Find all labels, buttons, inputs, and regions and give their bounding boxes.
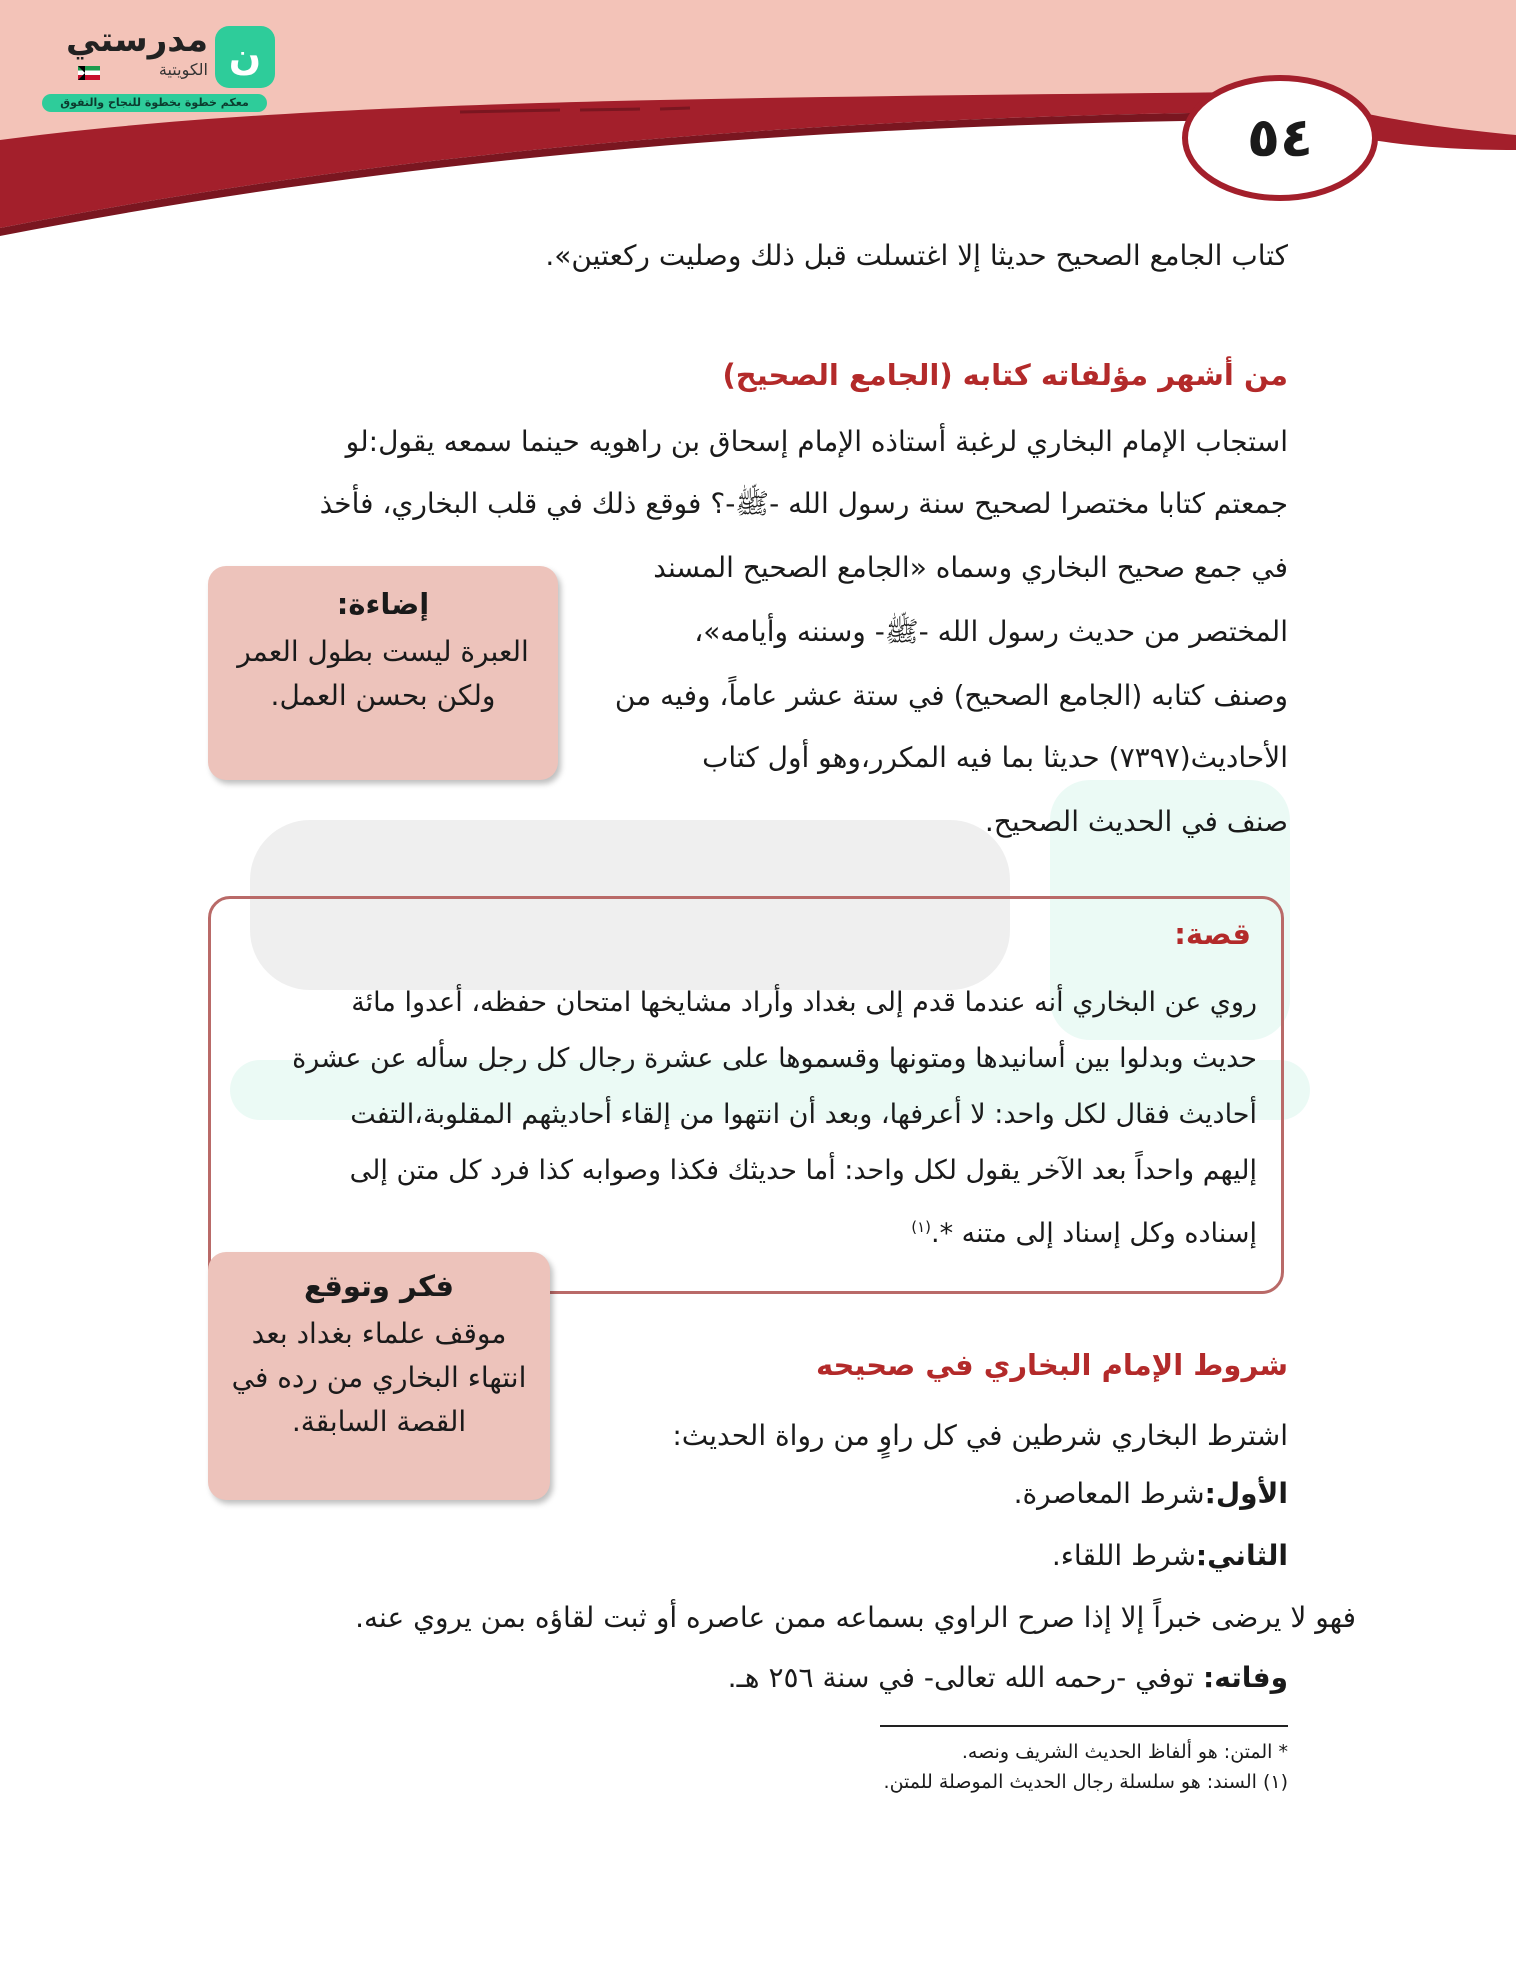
story-line-4: إليهم واحداً بعد الآخر يقول لكل واحد: أما حديثك فكذا وصوابه كذا فرد كل متن إلى	[349, 1155, 1257, 1186]
story-line-5-text: إسناده وكل إسناد إلى متنه *.	[931, 1218, 1257, 1249]
section1-heading: من أشهر مؤلفاته كتابه (الجامع الصحيح)	[722, 358, 1288, 392]
conditions-summary: فهو لا يرضى خبراً إلا إذا صرح الراوي بسماعه ممن عاصره أو ثبت لقاؤه بمن يروي عنه.	[355, 1601, 1356, 1634]
death-line	[728, 1650, 1288, 1706]
condition-second	[1052, 1528, 1288, 1584]
story-line-2: حديث وبدلوا بين أسانيدها ومتونها وقسموها على عشرة رجال كل رجل سأله عن عشرة	[292, 1043, 1257, 1074]
story-line-1: روي عن البخاري أنه عندما قدم إلى بغداد وأراد مشايخها امتحان حفظه، أعدوا مائة	[351, 987, 1257, 1018]
think-box	[208, 1252, 550, 1500]
death-text: توفي -رحمه الله تعالى- في سنة ٢٥٦ هـ.	[727, 1661, 1195, 1694]
section1-line-3: في جمع صحيح البخاري وسماه «الجامع الصحيح المسند	[653, 551, 1288, 584]
logo-tagline: معكم خطوة بخطوة للنجاح والتفوق	[42, 94, 267, 112]
story-line-3: أحاديث فقال لكل واحد: لا أعرفها، وبعد أن انتهوا من إلقاء أحاديثهم المقلوبة،التفت	[350, 1099, 1257, 1130]
think-line-2: انتهاء البخاري من رده في	[231, 1361, 527, 1394]
story-text	[237, 975, 1257, 1262]
logo-country: الكويتية	[158, 60, 208, 79]
story-footnote-ref: (١)	[911, 1218, 931, 1236]
think-title: فكر وتوقع	[304, 1269, 454, 1303]
illumination-title: إضاءة:	[336, 587, 430, 621]
illumination-line-1: العبرة ليست بطول العمر	[237, 635, 529, 668]
footnote-matn: * المتن: هو ألفاظ الحديث الشريف ونصه.	[961, 1741, 1288, 1763]
story-title: قصة:	[1174, 917, 1251, 951]
section1-line-6: الأحاديث(٧٣٩٧) حديثا بما فيه المكرر،وهو أول كتاب	[702, 741, 1288, 774]
brand-logo	[40, 20, 275, 115]
kuwait-flag-icon	[78, 66, 100, 80]
think-line-3: القصة السابقة.	[291, 1405, 467, 1438]
section1-line-2: جمعتم كتابا مختصرا لصحيح سنة رسول الله -ﷺ-؟ فوقع ذلك في قلب البخاري، فأخذ	[319, 487, 1288, 520]
conditions-intro: اشترط البخاري شرطين في كل راوٍ من رواة الحديث:	[672, 1419, 1288, 1452]
story-box	[208, 896, 1284, 1294]
condition-first	[1014, 1466, 1288, 1522]
section1-line-1: استجاب الإمام البخاري لرغبة أستاذه الإمام إسحاق بن راهويه حينما سمعه يقول:لو	[345, 425, 1288, 458]
logo-name: مدرستي	[66, 20, 208, 60]
death-label: وفاته:	[1203, 1661, 1288, 1694]
illumination-line-2: ولكن بحسن العمل.	[270, 679, 496, 712]
page-number: ٥٤	[1247, 106, 1313, 169]
condition-first-text: شرط المعاصرة.	[1013, 1477, 1205, 1510]
illumination-box	[208, 566, 558, 780]
condition-second-label: الثاني:	[1195, 1539, 1288, 1572]
section1-line-5: وصنف كتابه (الجامع الصحيح) في ستة عشر عاماً، وفيه من	[614, 679, 1288, 712]
intro-line: كتاب الجامع الصحيح حديثا إلا اغتسلت قبل ذلك وصليت ركعتين».	[545, 239, 1288, 272]
section1-line-4: المختصر من حديث رسول الله -ﷺ- وسننه وأيامه»،	[694, 615, 1288, 648]
condition-second-text: شرط اللقاء.	[1051, 1539, 1196, 1572]
footnote-sanad: (١) السند: هو سلسلة رجال الحديث الموصلة للمتن.	[883, 1771, 1288, 1793]
condition-first-label: الأول:	[1204, 1477, 1288, 1510]
section1-line-7: صنف في الحديث الصحيح.	[984, 805, 1288, 838]
logo-badge-icon: ن	[215, 26, 275, 88]
footnote-divider	[880, 1725, 1288, 1727]
section2-heading: شروط الإمام البخاري في صحيحه	[815, 1348, 1288, 1382]
think-line-1: موقف علماء بغداد بعد	[251, 1317, 507, 1350]
